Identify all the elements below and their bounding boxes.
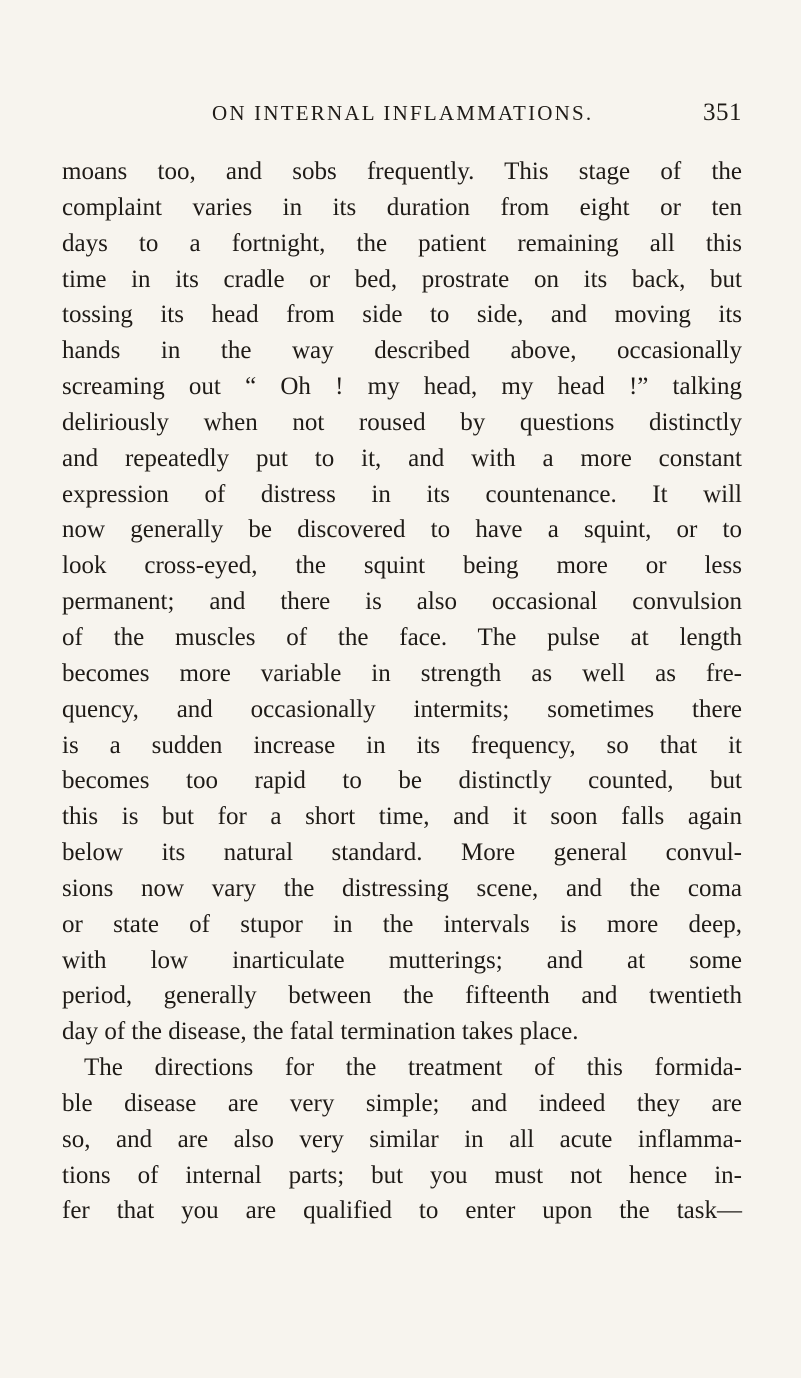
text-line: fer that you are qualified to enter upon the task— (62, 1197, 742, 1225)
text-line: below its natural standard. More general convul- (62, 839, 742, 867)
text-line: and repeatedly put to it, and with a more constant (62, 444, 742, 472)
text-line: deliriously when not roused by questions distinctly (62, 408, 742, 436)
text-line: look cross-eyed, the squint being more or less (62, 552, 742, 580)
text-line: day of the disease, the fatal termination takes place. (62, 1018, 579, 1046)
text-line: is a sudden increase in its frequency, so that it (62, 731, 742, 759)
text-line: period, generally between the fifteenth and twentieth (62, 982, 742, 1010)
text-line: with low inarticulate mutterings; and at some (62, 946, 742, 974)
text-line: ble disease are very simple; and indeed they are (62, 1089, 742, 1117)
text-line: of the muscles of the face. The pulse at length (62, 623, 742, 651)
text-line: complaint varies in its duration from eight or ten (62, 193, 742, 221)
running-title: ON INTERNAL INFLAMMATIONS. (212, 101, 594, 125)
body-text (62, 154, 742, 1229)
text-line: this is but for a short time, and it soon falls again (62, 803, 742, 831)
text-line: days to a fortnight, the patient remaining all this (62, 229, 742, 257)
text-line: hands in the way described above, occasionally (62, 337, 742, 365)
text-line: becomes more variable in strength as well as fre- (62, 659, 742, 687)
text-line: permanent; and there is also occasional convulsion (62, 588, 742, 616)
running-head (62, 101, 742, 137)
text-line: quency, and occasionally intermits; sometimes there (62, 695, 742, 723)
text-line: sions now vary the distressing scene, and the coma (62, 874, 742, 902)
text-line: now generally be discovered to have a squint, or to (62, 516, 742, 544)
text-line: expression of distress in its countenance. It will (62, 480, 742, 508)
text-line: screaming out “ Oh ! my head, my head !” talking (62, 373, 742, 401)
text-line: moans too, and sobs frequently. This stage of the (62, 158, 742, 185)
text-line: or state of stupor in the intervals is more deep, (62, 910, 742, 938)
text-line: tions of internal parts; but you must not hence in- (62, 1161, 742, 1189)
text-line: time in its cradle or bed, prostrate on its back, but (62, 265, 742, 293)
text-line: so, and are also very similar in all acute inflamma- (62, 1125, 742, 1153)
text-line: becomes too rapid to be distinctly counted, but (62, 767, 742, 795)
text-line-indented: The directions for the treatment of this formida- (84, 1054, 742, 1082)
text-line: tossing its head from side to side, and moving its (62, 301, 742, 329)
page-number: 351 (703, 99, 742, 126)
